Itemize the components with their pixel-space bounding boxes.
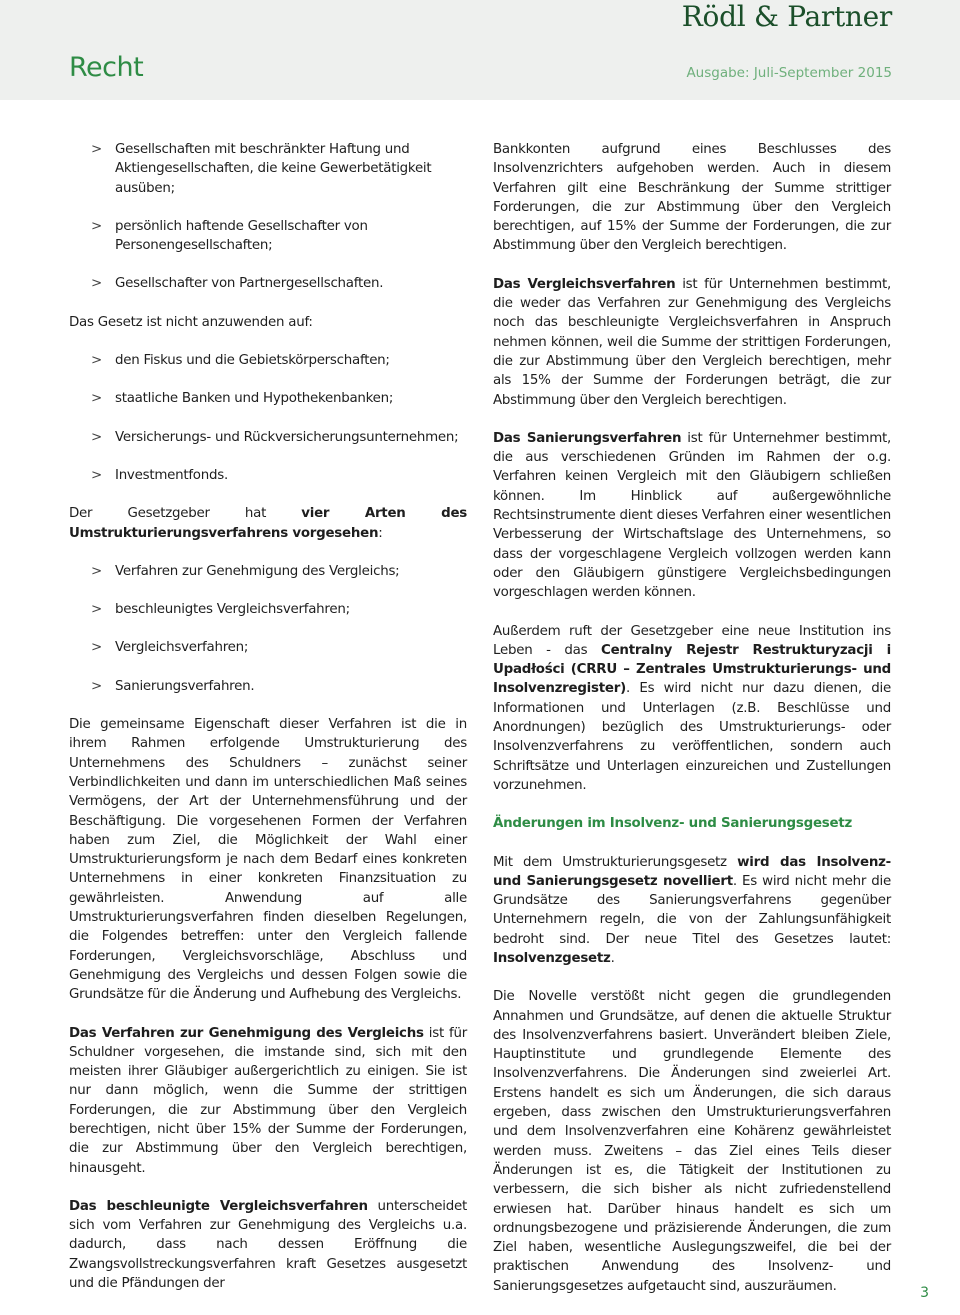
paragraph-continuation: Bankkonten aufgrund eines Beschlusses des Insolvenzrichters aufgehoben werden. Auch in diesem Verfahren gilt eine Beschränkung der Summe strittiger Forderungen, die zur Abstimmung über den Vergleich berechtigen, auf 15% der Summe der Forderungen, die zur Abstimmung über den Vergleich berechtigen.: [493, 142, 891, 254]
paragraph-four-types: Der Gesetzgeber hat vier Arten des Umstrukturierungsverfahrens vorgesehen:: [69, 506, 468, 541]
bullet-arrow-icon: >: [91, 602, 102, 618]
bullet-list-procedures: [69, 562, 467, 696]
paragraph-amendment: Mit dem Umstrukturierungsgesetz wird das Insolvenz- und Sanierungsgesetz novelliert. Es wird nicht mehr die Grundsätze des Sanierungsverfahrens gegenüber Unternehmern regeln, die von der Zahlungsunfähigkeit bedroht sind. Der neue Titel des Gesetzes lautet: Insolvenzgesetz.: [493, 854, 891, 966]
paragraph-not-applicable: Das Gesetz ist nicht anzuwenden auf:: [69, 314, 313, 330]
bullet-arrow-icon: >: [91, 276, 102, 292]
page-number: 3: [920, 1285, 929, 1301]
right-column: [493, 140, 891, 1315]
section-title: Recht: [69, 52, 144, 83]
list-item: > persönlich haftende Gesellschafter von Personengesellschaften;: [91, 218, 368, 254]
bullet-arrow-icon: >: [91, 391, 102, 407]
subheading-amendments: Änderungen im Insolvenz- und Sanierungsgesetz: [493, 816, 853, 832]
paragraph-settlement-procedure: Das Vergleichsverfahren ist für Unternehmen bestimmt, die weder das Verfahren zur Genehmigung des Vergleichs noch das beschleunigte Vergleichsverfahren in Anspruch nehmen können, weil die Summe der strittigen Forderungen, die zur Abstimmung über den Vergleich berechtigen, mehr als 15% der Summe der Forderungen beträgt, die zur Abstimmung über den Vergleich berechtigen.: [493, 276, 891, 408]
list-item: > staatliche Banken und Hypothekenbanken;: [69, 389, 467, 408]
paragraph-novelle: Die Novelle verstößt nicht gegen die grundlegenden Annahmen und Grundsätze, auf denen die aktuelle Struktur des Insolvenzverfahrens basiert. Unverändert bleiben Ziele, Hauptinstitute und grundlegende Elemente des Insolvenzverfahrens. Die Änderungen sind zweierlei Art. Erstens handelt es sich um Änderungen, die sich daraus ergeben, dass zwischen den Umstrukturierungsverfahren und dem Insolvenzverfahren eine Kohärenz gewährleistet werden muss. Zweitens – das Ziel eines Teils dieser Änderungen ist es, die Tätigkeit der Institutionen zu verbessern, die sich bisher als nicht zufriedenstellend erwiesen hat. Darüber hinaus handelt es sich um ordnungsbezogene und präzisierende Änderungen, die zum Ziel haben, wesentliche Auslegungszweifel, die bei der praktischen Anwendung des Insolvenz- und Sanierungsgesetzes aufgetaucht sind, auszuräumen.: [493, 989, 891, 1294]
bullet-list-exemptions: [69, 351, 467, 485]
list-item: > Versicherungs- und Rückversicherungsunternehmen;: [69, 428, 467, 447]
bullet-arrow-icon: >: [91, 218, 102, 234]
list-item: > Vergleichsverfahren;: [69, 638, 467, 657]
list-item: > Sanierungsverfahren.: [69, 677, 467, 696]
paragraph-approval-procedure: Das Verfahren zur Genehmigung des Vergleichs ist für Schuldner vorgesehen, die imstande sind, sich mit den meisten ihrer Gläubiger außergerichtlich zu einigen. Sie ist nur dann möglich, wenn die Summe der strittigen Forderungen, die zur Abstimmung über den Vergleich berechtigen, nicht über 15% der Summe der Forderungen, die zur Abstimmung über den Vergleich berechtigen, hinausgeht.: [69, 1025, 467, 1176]
bullet-arrow-icon: >: [91, 678, 102, 694]
page-header: [0, 0, 960, 100]
list-item: > den Fiskus und die Gebietskörperschaften;: [69, 351, 467, 370]
list-item: > Gesellschafter von Partnergesellschaften.: [69, 274, 467, 293]
paragraph-restructuring-procedure: Das Sanierungsverfahren ist für Unternehmer bestimmt, die aus verschiedenen Gründen im Rahmen der o.g. Verfahren keinen Vergleich mit den Gläubigern schließen können. Im Hinblick auf außergewöhnliche Rechtsinstrumente dient dieses Verfahren einer wesentlichen Verbesserung der Wirtschaftslage des Unternehmens, so dass der vorgeschlagene Vergleich vollzogen werden kann oder den Gläubigern günstigere Vergleichsbedingungen vorgeschlagen werden können.: [493, 430, 891, 601]
paragraph-register: Außerdem ruft der Gesetzgeber eine neue Institution ins Leben - das Centralny Rejestr Restrukturyzacji i Upadłości (CRRU – Zentrales Umstrukturierungs- und Insolvenzregister). Es wird nicht nur dazu dienen, die Informationen und Unterlagen (z.B. Beschlüsse und Anordnungen) bezüglich des Umstrukturierungs- oder Insolvenzverfahrens zu veröffentlichen, sondern auch Schriftsätze und Unterlagen einzureichen und Zustellungen vorzunehmen.: [493, 623, 891, 793]
paragraph-accelerated-procedure: Das beschleunigte Vergleichsverfahren unterscheidet sich vom Verfahren zur Genehmigung des Vergleichs u.a. dadurch, dass nach dessen Eröffnung die Zwangsvollstreckungsverfahren kraft Gesetzes ausgesetzt und die Pfändungen der: [69, 1198, 467, 1292]
list-item: > beschleunigtes Vergleichsverfahren;: [69, 600, 467, 619]
issue-label: Ausgabe: Juli-September 2015: [686, 65, 892, 81]
bullet-list-companies: [69, 140, 467, 294]
left-column: [69, 140, 467, 1312]
bullet-arrow-icon: >: [91, 142, 102, 157]
bullet-arrow-icon: >: [91, 353, 102, 369]
brand-logo-text: Rödl & Partner: [681, 0, 892, 33]
bullet-arrow-icon: >: [91, 563, 102, 579]
bullet-arrow-icon: >: [91, 467, 102, 483]
paragraph-common-feature: Die gemeinsame Eigenschaft dieser Verfahren ist die in ihrem Rahmen erfolgende Umstrukturierung des Unternehmens des Schuldners – zunächst seiner Verbindlichkeiten und dann im unterschiedlichen Maß seines Vermögens, der Art der Unternehmensführung und der Beschäftigung. Die vorgesehenen Formen der Verfahren haben zum Ziel, die Möglichkeit der Wahl einer Umstrukturierungsform je nach dem Bedarf eines konkreten Unternehmens in einer konkreten Finanzsituation zu gewährleisten. Anwendung auf alle Umstrukturierungsverfahren finden dieselben Regelungen, die Folgendes betreffen: unter den Vergleich fallende Forderungen, Vergleichsvorschläge, Abschluss und Genehmigung des Vergleichs und dessen Folgen sowie die Grundsätze für die Änderung und Aufhebung des Vergleichs.: [69, 717, 467, 1003]
bullet-arrow-icon: >: [91, 640, 102, 656]
list-item: > Gesellschaften mit beschränkter Haftung und Aktiengesellschaften, die keine Gewerbetätigkeit ausüben;: [91, 142, 432, 196]
list-item: > Verfahren zur Genehmigung des Vergleichs;: [69, 562, 467, 581]
bullet-arrow-icon: >: [91, 429, 102, 445]
list-item: > Investmentfonds.: [69, 466, 467, 485]
